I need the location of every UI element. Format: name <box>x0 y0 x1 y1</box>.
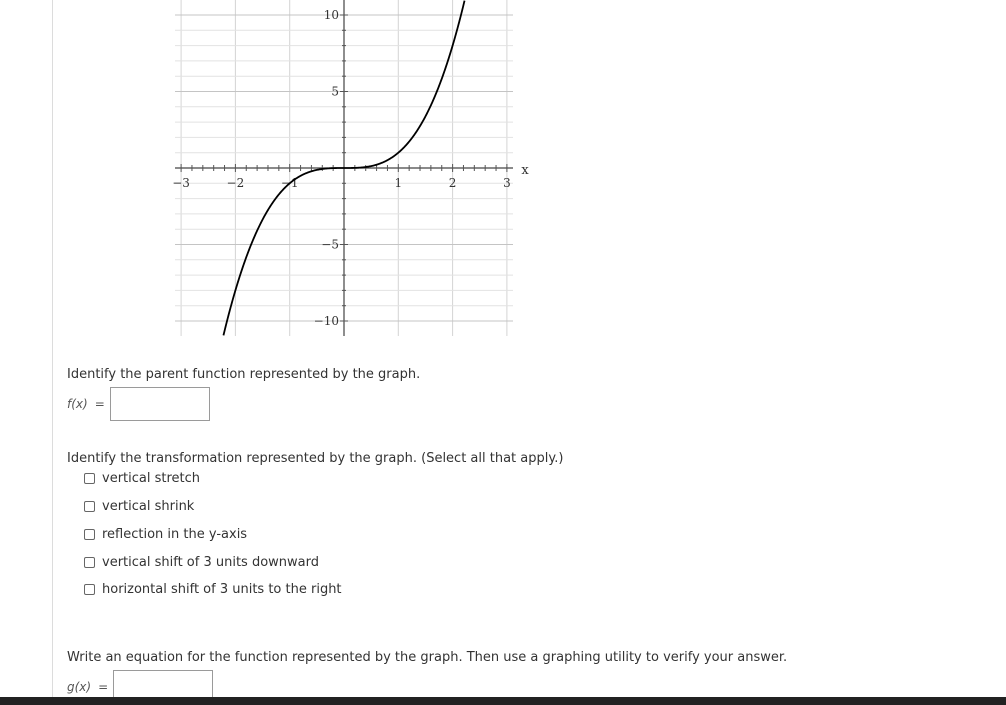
checkbox-horizontal-shift-right[interactable] <box>84 584 95 595</box>
option-label: vertical stretch <box>102 471 201 486</box>
question-3-text: Write an equation for the function represented by the graph. Then use a graphing utility to verify your answer. <box>67 650 788 665</box>
parent-function-input[interactable] <box>110 387 210 421</box>
y-tick-label: −10 <box>313 314 339 328</box>
question-2-text: Identify the transformation represented by the graph. (Select all that apply.) <box>67 451 564 466</box>
option-label: horizontal shift of 3 units to the right <box>102 582 342 597</box>
question-1-text: Identify the parent function represented by the graph. <box>67 367 421 382</box>
option-reflection-y-axis[interactable] <box>84 527 247 542</box>
checkbox-vertical-shift-down[interactable] <box>84 557 95 568</box>
y-tick-label: 10 <box>323 8 339 22</box>
gx-label: g(x) <box>67 680 92 694</box>
checkbox-vertical-shrink[interactable] <box>84 501 95 512</box>
option-label: vertical shift of 3 units downward <box>102 555 320 570</box>
x-tick-label: −1 <box>280 176 299 190</box>
option-label: reflection in the y-axis <box>102 527 248 542</box>
x-tick-label: 1 <box>394 176 403 190</box>
y-tick-label: 5 <box>331 84 339 99</box>
x-tick-label: −3 <box>172 176 190 190</box>
option-horizontal-shift-right[interactable] <box>84 582 342 597</box>
parent-function-row <box>67 387 210 421</box>
checkbox-vertical-stretch[interactable] <box>84 473 95 484</box>
checkbox-reflection-y-axis[interactable] <box>84 529 95 540</box>
x-tick-label: −2 <box>226 176 245 190</box>
option-vertical-stretch[interactable] <box>84 471 200 486</box>
x-tick-label: 3 <box>503 176 511 190</box>
option-vertical-shrink[interactable] <box>84 499 194 514</box>
option-label: vertical shrink <box>102 499 195 514</box>
x-axis-label: x <box>521 163 529 178</box>
cubic-function-graph <box>0 0 560 345</box>
bottom-toolbar-strip <box>0 697 1006 705</box>
fx-label: f(x) <box>67 397 88 411</box>
x-tick-label: 2 <box>448 176 457 190</box>
y-tick-label: −5 <box>321 237 339 252</box>
gx-equals: = <box>98 680 109 694</box>
fx-equals: = <box>94 397 105 411</box>
option-vertical-shift-down[interactable] <box>84 555 319 570</box>
